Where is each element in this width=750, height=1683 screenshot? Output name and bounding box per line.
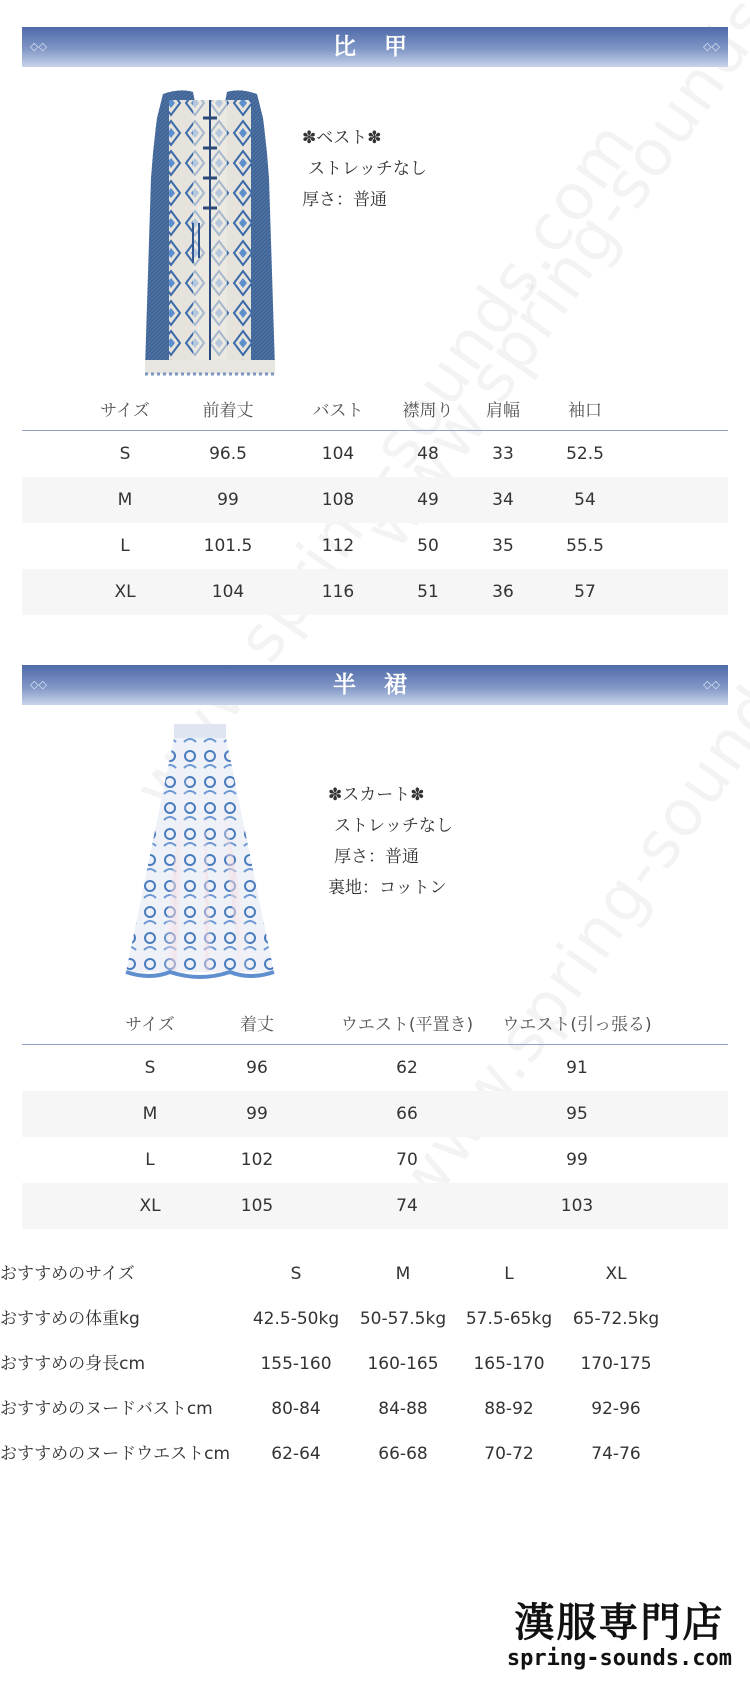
table-row xyxy=(22,477,728,523)
vest-stretch-label: ストレッチなし xyxy=(308,159,427,179)
table-cell: 34 xyxy=(492,490,514,510)
recommendation-value: 57.5-65kg xyxy=(465,1309,553,1329)
recommendation-label: おすすめのヌードバストcm xyxy=(0,1399,213,1419)
table-header-cell: 肩幅 xyxy=(486,400,520,421)
table-cell: 95 xyxy=(566,1104,588,1124)
recommendation-value: 62-64 xyxy=(271,1444,321,1464)
table-cell: L xyxy=(120,536,130,556)
recommendation-value: 70-72 xyxy=(484,1444,534,1464)
diamond-ornament-icon: ◇◇ xyxy=(703,678,720,691)
table-header-cell: 襟周り xyxy=(402,400,454,421)
table-cell: 50 xyxy=(417,536,439,556)
table-cell: M xyxy=(142,1104,158,1124)
table-cell: 108 xyxy=(321,490,355,510)
table-cell: 116 xyxy=(321,582,355,602)
table-cell: 74 xyxy=(396,1196,418,1216)
table-cell: 96.5 xyxy=(209,444,247,464)
skirt-thickness-label: 厚さ：普通 xyxy=(334,847,419,867)
table-cell: 112 xyxy=(321,536,355,556)
table-header-cell: サイズ xyxy=(100,400,150,421)
table-cell: 99 xyxy=(246,1104,268,1124)
vest-description xyxy=(302,123,427,216)
table-row xyxy=(22,431,728,477)
shop-logo xyxy=(507,1600,732,1672)
recommendation-value: 88-92 xyxy=(484,1399,534,1419)
table-cell: 104 xyxy=(321,444,355,464)
recommendation-value: 170-175 xyxy=(580,1354,652,1374)
table-cell: 51 xyxy=(417,582,439,602)
table-row xyxy=(22,1091,728,1137)
skirt-lining-label: 裏地：コットン xyxy=(328,878,447,898)
diamond-ornament-icon: ◇◇ xyxy=(703,40,720,53)
recommendation-value: 66-68 xyxy=(378,1444,428,1464)
recommendation-row xyxy=(0,1297,750,1342)
table-cell: 96 xyxy=(246,1058,268,1078)
table-cell: 99 xyxy=(566,1150,588,1170)
vest-product-image xyxy=(135,88,285,383)
recommendation-row xyxy=(0,1252,750,1297)
shop-logo-title: 漢服専門店 xyxy=(514,1600,725,1646)
recommendation-label: おすすめのサイズ xyxy=(0,1264,135,1284)
recommendation-value: 155-160 xyxy=(260,1354,332,1374)
skirt-size-table xyxy=(22,1000,728,1229)
recommendation-row xyxy=(0,1432,750,1477)
recommendation-value: L xyxy=(504,1264,514,1284)
skirt-section-title: 半 裙 xyxy=(332,671,417,698)
skirt-section-banner xyxy=(22,665,728,705)
table-row xyxy=(22,523,728,569)
table-cell: 102 xyxy=(240,1150,274,1170)
table-row xyxy=(22,1137,728,1183)
table-cell: L xyxy=(145,1150,155,1170)
recommendation-value: 80-84 xyxy=(271,1399,321,1419)
shop-logo-url: spring-sounds.com xyxy=(506,1646,732,1671)
table-cell: 35 xyxy=(492,536,514,556)
recommendation-label: おすすめのヌードウエストcm xyxy=(0,1444,231,1464)
table-cell: 66 xyxy=(396,1104,418,1124)
table-header-cell: ウエスト(引っ張る) xyxy=(502,1014,652,1035)
table-cell: S xyxy=(119,444,131,464)
table-row xyxy=(22,569,728,615)
table-cell: 104 xyxy=(211,582,245,602)
table-header-cell: バスト xyxy=(312,400,364,421)
vest-section-title: 比 甲 xyxy=(332,33,417,60)
table-cell: XL xyxy=(114,582,136,602)
table-cell: 91 xyxy=(566,1058,588,1078)
recommendation-value: 42.5-50kg xyxy=(252,1309,340,1329)
recommendation-value: 50-57.5kg xyxy=(359,1309,447,1329)
table-cell: 101.5 xyxy=(203,536,253,556)
recommendation-value: 160-165 xyxy=(367,1354,439,1374)
table-cell: M xyxy=(117,490,133,510)
table-header-cell: サイズ xyxy=(125,1014,175,1035)
diamond-ornament-icon: ◇◇ xyxy=(30,678,47,691)
table-header-cell: 着丈 xyxy=(240,1014,274,1035)
table-cell: 99 xyxy=(217,490,239,510)
recommendation-label: おすすめの身長cm xyxy=(0,1354,146,1374)
table-cell: 62 xyxy=(396,1058,418,1078)
table-cell: 70 xyxy=(396,1150,418,1170)
table-cell: XL xyxy=(139,1196,161,1216)
skirt-product-image xyxy=(120,722,280,984)
recommendation-value: XL xyxy=(605,1264,627,1284)
table-header-row xyxy=(22,386,728,431)
table-row xyxy=(22,1045,728,1091)
table-header-cell: 前着丈 xyxy=(202,400,254,421)
table-header-cell: 袖口 xyxy=(568,400,602,421)
table-cell: 57 xyxy=(574,582,596,602)
recommendation-value: 74-76 xyxy=(591,1444,641,1464)
vest-size-table xyxy=(22,386,728,615)
recommendation-value: 92-96 xyxy=(591,1399,641,1419)
table-cell: 36 xyxy=(492,582,514,602)
recommendation-row xyxy=(0,1387,750,1432)
table-cell: S xyxy=(144,1058,156,1078)
recommendation-value: S xyxy=(290,1264,302,1284)
table-header-row xyxy=(22,1000,728,1045)
table-cell: 48 xyxy=(417,444,439,464)
recommendation-value: M xyxy=(395,1264,411,1284)
table-cell: 33 xyxy=(492,444,514,464)
table-row xyxy=(22,1183,728,1229)
recommendation-label: おすすめの体重kg xyxy=(0,1309,140,1329)
skirt-type-label: ✽スカート✽ xyxy=(328,785,425,805)
recommendation-row xyxy=(0,1342,750,1387)
recommended-size-table xyxy=(0,1252,750,1477)
skirt-stretch-label: ストレッチなし xyxy=(334,816,453,836)
skirt-description xyxy=(328,780,453,904)
vest-type-label: ✽ベスト✽ xyxy=(302,128,382,148)
table-cell: 49 xyxy=(417,490,439,510)
table-cell: 54 xyxy=(574,490,596,510)
recommendation-value: 65-72.5kg xyxy=(572,1309,660,1329)
table-cell: 55.5 xyxy=(566,536,604,556)
table-header-cell: ウエスト(平置き) xyxy=(340,1014,474,1035)
table-cell: 105 xyxy=(240,1196,274,1216)
recommendation-value: 165-170 xyxy=(473,1354,545,1374)
vest-section-banner xyxy=(22,27,728,67)
vest-thickness-label: 厚さ：普通 xyxy=(302,190,387,210)
table-cell: 103 xyxy=(560,1196,594,1216)
recommendation-value: 84-88 xyxy=(378,1399,428,1419)
diamond-ornament-icon: ◇◇ xyxy=(30,40,47,53)
table-cell: 52.5 xyxy=(566,444,604,464)
